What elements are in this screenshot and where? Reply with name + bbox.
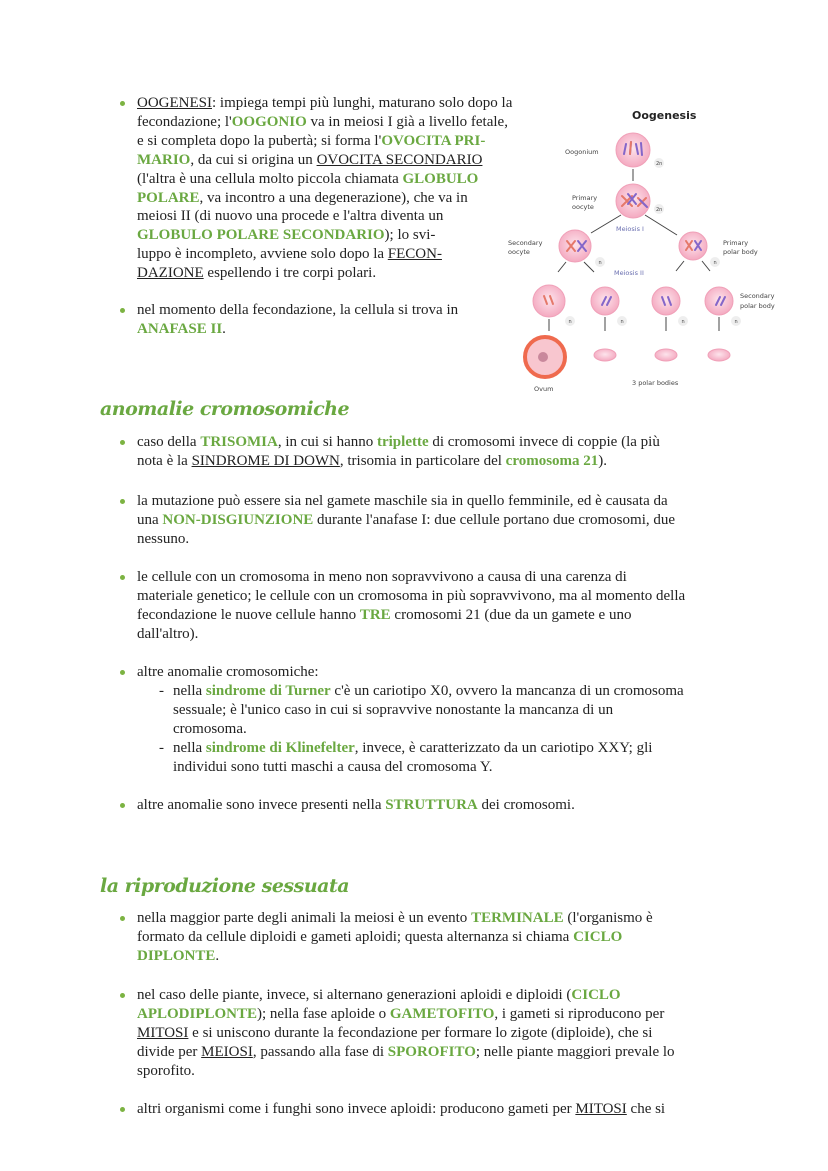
text-run: nella <box>173 740 206 756</box>
highlight-term: GLOBULO <box>402 170 479 187</box>
text-run: individui sono tutti maschi a causa del cromosoma Y. <box>173 758 493 775</box>
text-run: nel caso delle piante, invece, si alternano generazioni aploidi e diploidi ( <box>137 987 572 1003</box>
label-primary-polar-body-2: polar body <box>723 248 758 256</box>
text-run: dei cromosomi. <box>477 797 575 813</box>
text-run: materiale genetico; le cellule con un cromosoma in più sopravvivono, ma al momento della <box>137 587 686 604</box>
secondary-oocyte-cell <box>559 230 591 262</box>
text-run: . <box>215 947 220 964</box>
oogenesis-diagram <box>500 100 790 400</box>
text-run: nel momento della fecondazione, la cellula si trova in <box>137 302 459 318</box>
highlight-term: MARIO <box>137 151 191 168</box>
highlight-term: cromosoma 21 <box>505 452 599 469</box>
underlined-term: OVOCITA SECONDARIO <box>316 151 483 168</box>
bullet-altre-anomalie <box>137 663 777 682</box>
bullet-fecondazione <box>137 301 458 339</box>
bullet-oogenesi <box>137 94 512 283</box>
label-secondary-polar-body: Secondary <box>740 292 775 300</box>
ploidy-label: n <box>568 319 572 325</box>
text-run: nella maggior parte degli animali la meiosi è un evento <box>137 910 472 926</box>
polar-body <box>594 349 616 361</box>
ovum-nucleus <box>538 352 548 362</box>
text-run: che si <box>626 1101 666 1117</box>
text-run: cromosoma. <box>173 720 247 737</box>
label-primary-oocyte: Primary <box>572 194 598 202</box>
underlined-term: MITOSI <box>137 1024 189 1041</box>
highlight-term: GLOBULO POLARE SECONDARIO <box>137 227 385 244</box>
label-polar-bodies: 3 polar bodies <box>632 379 679 387</box>
highlight-term: CICLO <box>571 987 621 1003</box>
underlined-term: MITOSI <box>575 1101 627 1117</box>
label-secondary-oocyte: Secondary <box>508 239 543 247</box>
text-run: : impiega tempi più lunghi, maturano solo dopo la <box>212 95 513 111</box>
text-run: ). <box>598 452 608 469</box>
text-run: c'è un cariotipo X0, ovvero la mancanza di un cromosoma <box>330 683 684 699</box>
text-run: , invece, è caratterizzato da un cariotipo XXY; gli <box>354 740 653 756</box>
underlined-term: SINDROME DI DOWN <box>191 452 340 469</box>
cell <box>533 285 565 317</box>
highlight-term: DIPLONTE <box>137 947 216 964</box>
text-run: espellendo i tre corpi polari. <box>203 265 377 282</box>
text-run: (l'altra è una cellula molto piccola chiamata <box>137 170 403 187</box>
bullet-trisomia <box>137 433 777 471</box>
underlined-term: FECON- <box>387 246 442 263</box>
highlight-term: TERMINALE <box>471 910 564 926</box>
text-run: sporofito. <box>137 1062 195 1079</box>
underlined-term: OOGENESI <box>137 95 212 111</box>
bullet-sopravvivenza <box>137 568 777 644</box>
text-run: fecondazione; l' <box>137 113 232 130</box>
label-secondary-polar-body-2: polar body <box>740 302 775 310</box>
oogonium-cell <box>616 133 650 167</box>
bullet-non-disgiunzione <box>137 492 777 549</box>
text-run: ); lo svi- <box>384 227 436 244</box>
label-meiosis-1: Meiosis I <box>616 225 644 233</box>
label-secondary-oocyte-2: oocyte <box>508 248 530 256</box>
text-run: fecondazione le nuove cellule hanno <box>137 606 360 623</box>
text-run: , in cui si hanno <box>277 434 377 450</box>
highlight-term: APLODIPLONTE <box>137 1005 258 1022</box>
ploidy-label: n <box>681 319 685 325</box>
text-run: dall'altro). <box>137 625 199 642</box>
text-run: va in meiosi I già a livello fetale, <box>306 113 508 130</box>
ploidy-label: n <box>598 260 602 266</box>
text-run: . <box>222 320 226 337</box>
highlight-term: OOGONIO <box>231 113 307 130</box>
highlight-term: ANAFASE II <box>137 320 223 337</box>
text-run: cromosomi 21 (due da un gamete e uno <box>390 606 632 623</box>
text-run: nessuno. <box>137 530 190 547</box>
text-run: ); nella fase aploide o <box>257 1005 390 1022</box>
polar-body <box>708 349 730 361</box>
sub-item-turner <box>173 682 773 739</box>
highlight-term: sindrome di Klinefelter <box>205 740 355 756</box>
bullet-struttura <box>137 796 777 815</box>
text-run: (l'organismo è <box>563 910 653 926</box>
text-run: formato da cellule diploidi e gameti aploidi; questa alternanza si chiama <box>137 928 574 945</box>
label-meiosis-2: Meiosis II <box>614 269 644 277</box>
highlight-term: POLARE <box>137 189 200 206</box>
bullet-piante <box>137 986 777 1081</box>
highlight-term: NON-DISGIUNZIONE <box>162 511 314 528</box>
highlight-term: STRUTTURA <box>385 797 478 813</box>
bullet-funghi <box>137 1100 777 1119</box>
heading-riproduzione-sessuata: la riproduzione sessuata <box>100 875 350 897</box>
text-run: caso della <box>137 434 201 450</box>
text-run: altre anomalie sono invece presenti nella <box>137 797 386 813</box>
underlined-term: MEIOSI <box>201 1043 253 1060</box>
text-run: altri organismi come i funghi sono invece aploidi: producono gameti per <box>137 1101 576 1117</box>
text-run: nota è la <box>137 452 192 469</box>
ploidy-label: 2n <box>656 161 663 167</box>
text-run: nella <box>173 683 206 699</box>
primary-polar-body-cell <box>679 232 707 260</box>
highlight-term: TRE <box>359 606 391 623</box>
heading-anomalie-cromosomiche: anomalie cromosomiche <box>100 398 350 420</box>
highlight-term: TRISOMIA <box>200 434 278 450</box>
ploidy-label: n <box>713 260 717 266</box>
text-run: , passando alla fase di <box>252 1043 388 1060</box>
text-run: , trisomia in particolare del <box>339 452 506 469</box>
text-run: durante l'anafase I: due cellule portano due cromosomi, due <box>313 511 676 528</box>
diagram-title: Oogenesis <box>632 109 697 122</box>
text-run: e si completa dopo la pubertà; si forma l' <box>137 132 382 149</box>
label-primary-oocyte-2: oocyte <box>572 203 594 211</box>
text-run: sessuale; è l'unico caso in cui si sopravvive nonostante la mancanza di un <box>173 701 614 718</box>
label-oogonium: Oogonium <box>565 148 599 156</box>
label-primary-polar-body: Primary <box>723 239 749 247</box>
text-run: luppo è incompleto, avviene solo dopo la <box>137 246 388 263</box>
sub-item-klinefelter <box>173 739 773 777</box>
label-ovum: Ovum <box>534 385 554 393</box>
text-run: , da cui si origina un <box>190 151 317 168</box>
text-run: divide per <box>137 1043 202 1060</box>
polar-body <box>655 349 677 361</box>
ploidy-label: n <box>620 319 624 325</box>
text-run: altre anomalie cromosomiche: <box>137 664 319 680</box>
text-run: ; nelle piante maggiori prevale lo <box>475 1043 675 1060</box>
highlight-term: GAMETOFITO <box>389 1005 495 1022</box>
ploidy-label: 2n <box>656 207 663 213</box>
bullet-animali <box>137 909 777 966</box>
text-run: , i gameti si riproducono per <box>494 1005 665 1022</box>
text-run: di cromosomi invece di coppie (la più <box>428 434 660 450</box>
highlight-term: triplette <box>376 434 429 450</box>
text-run: , va incontro a una degenerazione), che va in <box>199 189 468 206</box>
underlined-term: DAZIONE <box>137 265 204 282</box>
cell <box>652 287 680 315</box>
highlight-term: sindrome di Turner <box>205 683 331 699</box>
ploidy-label: n <box>734 319 738 325</box>
text-run: le cellule con un cromosoma in meno non sopravvivono a causa di una carenza di <box>137 569 627 585</box>
highlight-term: CICLO <box>573 928 623 945</box>
highlight-term: OVOCITA PRI- <box>381 132 486 149</box>
text-run: una <box>137 511 163 528</box>
text-run: la mutazione può essere sia nel gamete maschile sia in quello femminile, ed è causata da <box>137 493 668 509</box>
text-run: e si uniscono durante la fecondazione per formare lo zigote (diploide), che si <box>188 1024 653 1041</box>
highlight-term: SPOROFITO <box>387 1043 476 1060</box>
text-run: meiosi II (di nuovo una procede e l'altra diventa un <box>137 208 444 225</box>
